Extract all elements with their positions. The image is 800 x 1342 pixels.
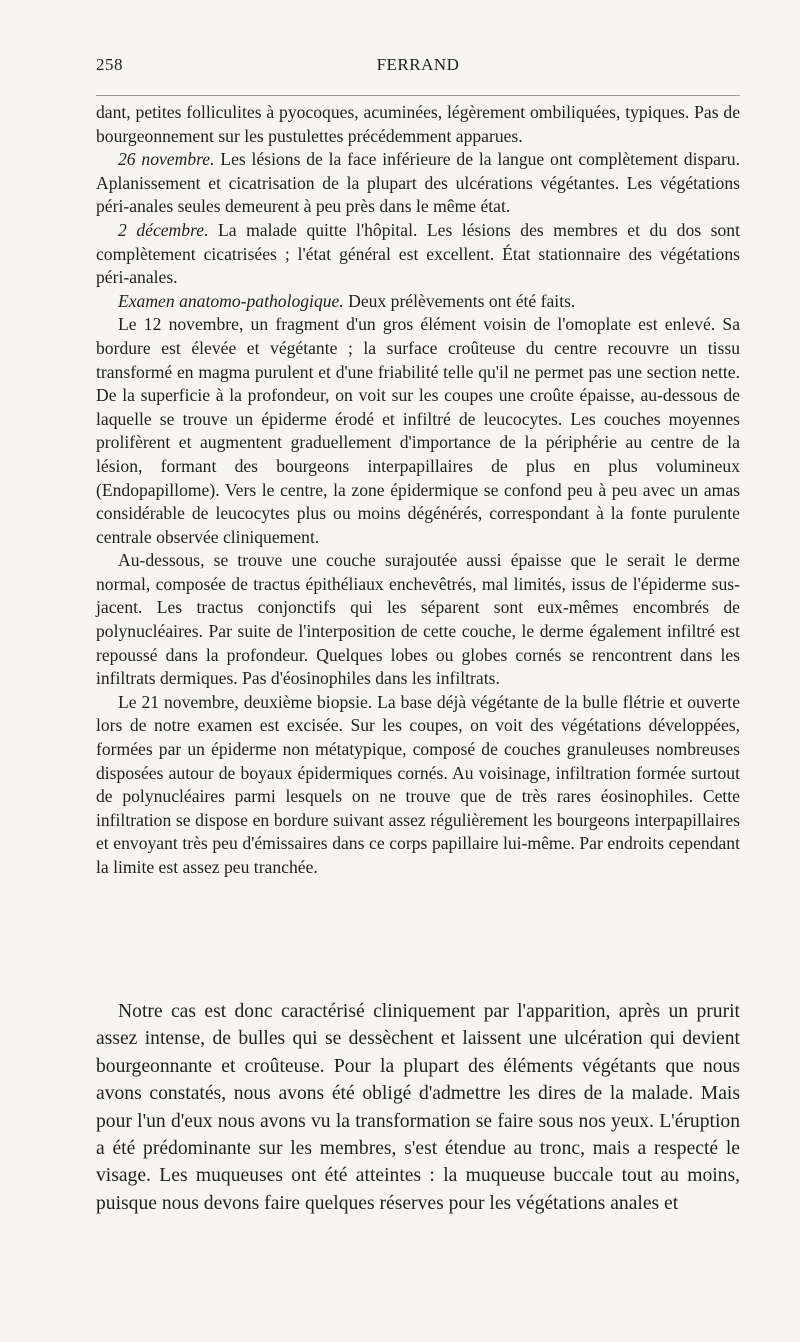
paragraph-text: Le 12 novembre, un fragment d'un gros élément voisin de l'omoplate est enlevé. Sa bordure est élevée et végétante ; la surface croûteuse du centre recouvre un tissu transformé en magma purulent et d'une friabilité telle qu'il ne permet pas une section nette. De la superficie à la profondeur, on voit sur les coupes une croûte épaisse, au-dessous de laquelle se trouve un épiderme érodé et infiltré de leucocytes. Les couches moyennes prolifèrent et augmentent graduellement d'importance de la périphérie au centre de la lésion, formant des bourgeons interpapillaires de plus en plus volumineux (Endopapillome). Vers le centre, la zone épidermique se confond peu à peu avec un amas considérable de leucocytes plus ou moins dégénérés, correspondant à la fonte purulente centrale observée cliniquement. [96, 314, 740, 547]
running-title: FERRAND [376, 55, 460, 74]
date-lead: 2 décembre. [118, 219, 209, 240]
paragraph-text: La malade quitte l'hôpital. Les lésions des membres et du dos sont complètement cicatrisées ; l'état général est excellent. État stationnaire des végétations péri-anales. [96, 219, 740, 288]
clinical-notes [96, 101, 740, 880]
paragraph-2-decembre [96, 219, 740, 290]
paragraph-21-novembre [96, 691, 740, 880]
paragraph-text: Au-dessous, se trouve une couche surajoutée aussi épaisse que le serait le derme normal, composée de tractus épithéliaux enchevêtrés, mal limités, issus de l'épiderme sus-jacent. Les tractus conjonctifs qui les séparent sont eux-mêmes encombrés de polynucléaires. Par suite de l'interposition de cette couche, le derme également infiltré est repoussé dans la profondeur. Quelques lobes ou globes cornés se rencontrent dans les infiltrats dermiques. Pas d'éosinophiles dans les infiltrats. [96, 550, 740, 689]
paragraph-au-dessous [96, 549, 740, 691]
section-lead: Examen anatomo-pathologique. [118, 290, 344, 311]
paragraph-text: Le 21 novembre, deuxième biopsie. La base déjà végétante de la bulle flétrie et ouverte lors de notre examen est excisée. Sur les coupes, on voit des végétations développées, formées par un épiderme non métatypique, composé de couches granuleuses nombreuses disposées autour de boyaux épidermiques cornés. Au voisinage, infiltration formée surtout de polynucléaires parmi lesquels on ne trouve que de très rares éosinophiles. Cette infiltration se dispose en bordure suivant assez régulièrement les bourgeons interpapillaires et envoyant très peu d'émissaires dans ce corps papillaire lui-même. Par endroits cependant la limite est assez peu tranchée. [96, 691, 740, 877]
date-lead: 26 novembre. [118, 149, 215, 170]
paragraph-26-novembre [96, 148, 740, 219]
conclusion-paragraph [96, 998, 740, 1217]
paragraph-text: dant, petites folliculites à pyocoques, acuminées, légèrement ombiliquées, typiques. Pas de bourgeonnement sur les pustulettes précédemment apparues. [96, 102, 740, 146]
page-number: 258 [96, 55, 123, 74]
paragraph-text: Les lésions de la face inférieure de la langue ont complètement disparu. Aplanissement et cicatrisation de la plupart des ulcérations végétantes. Les végétations péri-anales seules demeurent à peu près dans le même état. [96, 149, 741, 217]
paragraph-12-novembre [96, 313, 740, 549]
paragraph-continuation [96, 101, 740, 148]
page-header [96, 55, 740, 85]
paragraph-text: Notre cas est donc caractérisé cliniquement par l'apparition, après un prurit assez intense, de bulles qui se dessèchent et laissent une ulcération qui devient bourgeonnante et croûteuse. Pour la plupart des éléments végétants que nous avons constatés, nous avons été obligé d'admettre les dires de la malade. Mais pour l'un d'eux nous avons vu la transformation se faire sous nos yeux. L'éruption a été prédominante sur les membres, s'est étendue au tronc, mais a respecté le visage. Les muqueuses ont été atteintes : la muqueuse buccale tout au moins, puisque nous devons faire quelques réserves pour les végétations anales et [96, 1001, 740, 1214]
paragraph-examen [96, 290, 740, 314]
header-rule [96, 95, 740, 96]
paragraph-text: Deux prélèvements ont été faits. [343, 290, 576, 311]
discussion-text [96, 998, 740, 1217]
